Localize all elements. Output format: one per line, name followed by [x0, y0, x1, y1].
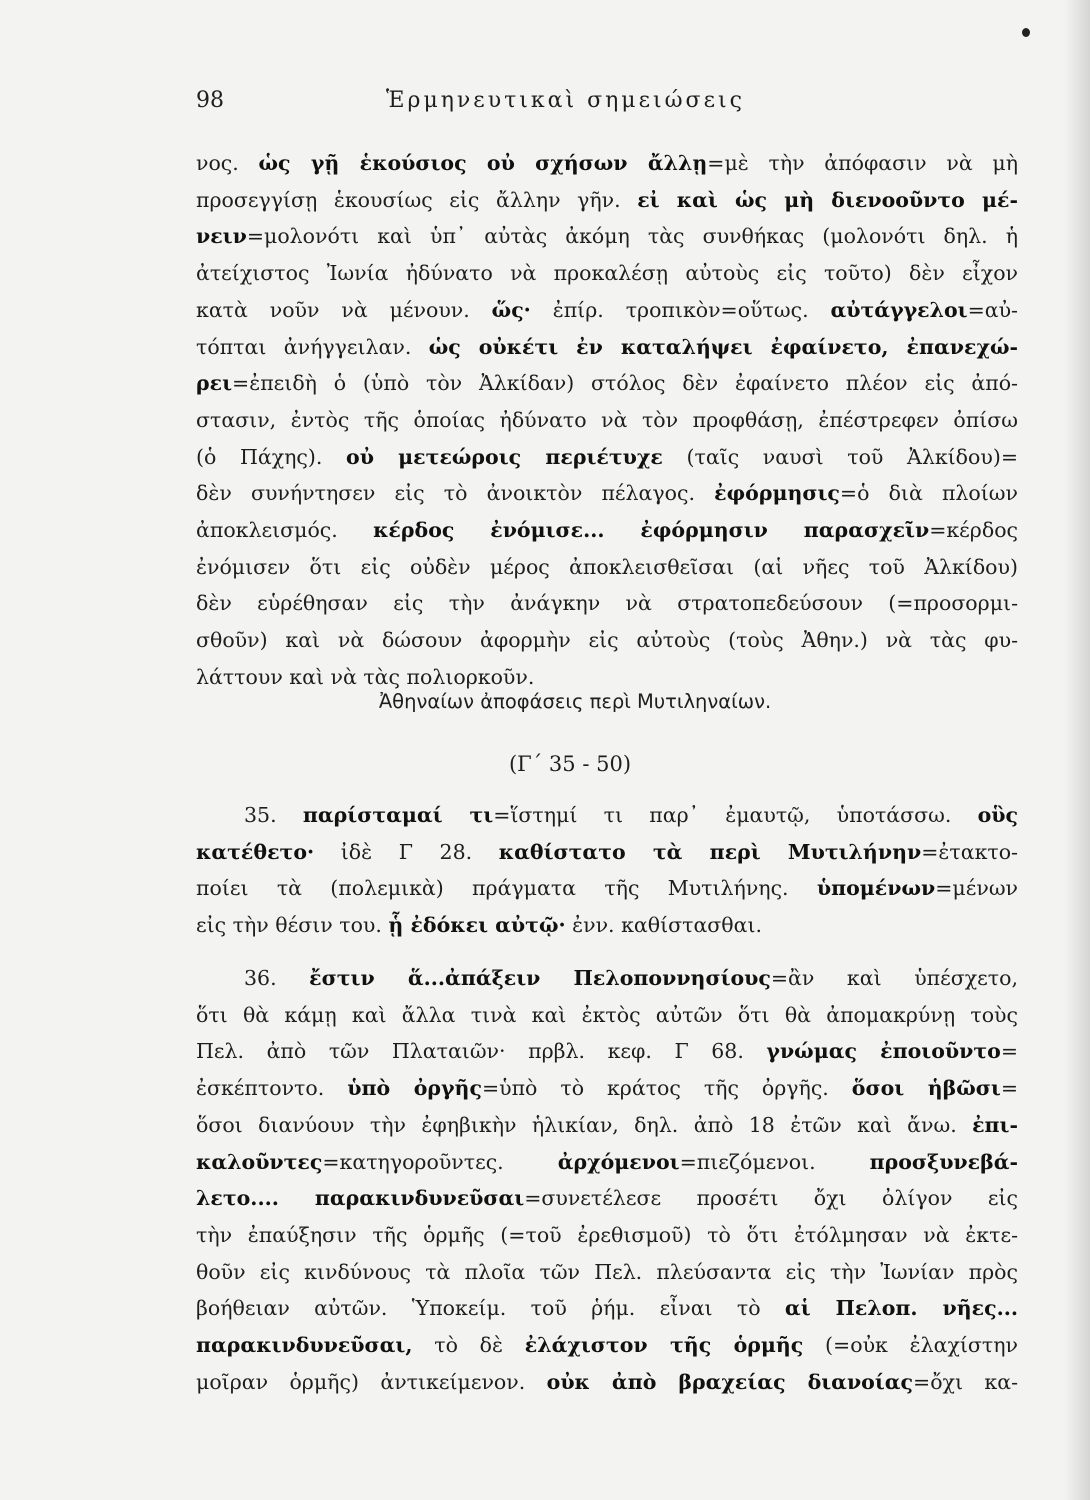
gloss-text: =μένων — [935, 876, 1018, 901]
gloss-text: =ἵστημί τι παρ᾽ ἐμαυτῷ, ὑποτάσσω. — [493, 803, 978, 827]
gloss-text: νος. — [196, 151, 259, 175]
gloss-text: =αὐ- — [967, 297, 1018, 322]
lemma: οὐκ ἀπὸ βραχείας διανοίας — [546, 1369, 914, 1394]
text-line — [196, 1327, 1018, 1363]
lemma: αἱ Πελοπ. νῆες... — [784, 1296, 1018, 1321]
lemma: ὥς· — [491, 297, 531, 322]
text-line — [196, 997, 1018, 1033]
gloss-text: =μολονότι καὶ ὑπ᾽ αὐτὰς ἀκόμη τὰς συνθήκας (μολονότι δηλ. ἡ — [246, 224, 1018, 249]
lemma: λετο.... παρακινδυνεῦσαι — [196, 1186, 525, 1211]
text-line — [196, 475, 1018, 511]
gloss-text: κατὰ νοῦν νὰ μένουν. — [196, 297, 492, 322]
lemma: ἀρχόμενοι — [557, 1149, 680, 1174]
lemma: καθίστατο τὰ περὶ Μυτιλήνην — [498, 839, 922, 864]
page-header — [196, 88, 1016, 124]
text-line — [196, 292, 1018, 328]
gloss-text: δὲν συνήντησεν εἰς τὸ ἀνοικτὸν πέλαγος. — [196, 481, 715, 506]
gloss-text: =ὁ διὰ πλοίων — [839, 481, 1018, 506]
gloss-text: =πιεζόμενοι. — [679, 1149, 870, 1174]
lemma: κέρδος ἐνόμισε... ἐφόρμησιν παρασχεῖν — [373, 518, 930, 542]
text-line — [196, 402, 1018, 438]
text-line — [196, 549, 1018, 585]
gloss-text: =ἐτακτο- — [921, 839, 1018, 864]
text-line — [196, 834, 1018, 870]
lemma: καλοῦντες — [196, 1149, 323, 1174]
gloss-text: τόπται ἀνήγγειλαν. — [196, 334, 429, 359]
gloss-text: ὅτι θὰ κάμῃ καὶ ἄλλα τινὰ καὶ ἐκτὸς αὐτῶν ὅτι θὰ ἀπομακρύνῃ τοὺς — [196, 1002, 1018, 1027]
gloss-text: ἰδὲ Γ 28. — [314, 839, 499, 864]
lemma: ὅσοι ἡβῶσι — [851, 1076, 1001, 1101]
gloss-text: =ἂν καὶ ὑπέσχετο, — [770, 966, 1018, 990]
lemma: οὓς — [977, 803, 1018, 827]
gloss-text: στασιν, ἐντὸς τῆς ὁποίας ἠδύνατο νὰ τὸν προφθάσῃ, ἐπέστρεφεν ὀπίσω — [196, 407, 1018, 432]
gloss-text: προσεγγίσῃ ἑκουσίως εἰς ἄλλην γῆν. — [196, 187, 638, 212]
lemma: ἐπι- — [972, 1112, 1018, 1137]
lemma: ἐφόρμησις — [714, 481, 840, 506]
text-line — [196, 439, 1018, 475]
gloss-text: θοῦν εἰς κινδύνους τὰ πλοῖα τῶν Πελ. πλεύσαντα εἰς τὴν Ἰωνίαν πρὸς — [196, 1259, 1018, 1284]
text-line — [196, 1033, 1018, 1069]
gloss-text: ἐνόμισεν ὅτι εἰς οὐδὲν μέρος ἀποκλεισθεῖσαι (αἱ νῆες τοῦ Ἀλκίδου) — [196, 554, 1018, 579]
gloss-text: τὴν ἐπαύξησιν τῆς ὁρμῆς (=τοῦ ἐρεθισμοῦ) τὸ ὅτι ἐτόλμησαν νὰ ἐκτε- — [196, 1222, 1018, 1247]
text-line — [196, 1070, 1018, 1106]
gloss-text: 35. — [244, 803, 303, 827]
text-line — [196, 512, 1018, 548]
text-line — [196, 1217, 1018, 1253]
text-line — [196, 1180, 1018, 1216]
text-line — [196, 329, 1018, 365]
lemma: ἔστιν ἅ...ἀπάξειν Πελοποννησίους — [309, 966, 771, 990]
running-title: Ἑρμηνευτικαὶ σημειώσεις — [386, 88, 745, 113]
lemma: εἰ καὶ ὡς μὴ διενοοῦντο μέ- — [637, 187, 1018, 212]
lemma: αὐτάγγελοι — [830, 297, 968, 322]
gloss-text: (ταῖς ναυσὶ τοῦ Ἀλκίδου)= — [662, 444, 1018, 469]
gloss-text: = — [1000, 1076, 1019, 1101]
ink-spot — [1022, 28, 1030, 37]
text-line — [196, 1254, 1018, 1290]
text-line — [196, 145, 1018, 181]
gloss-text: μοῖραν ὁρμῆς) ἀντικείμενον. — [196, 1369, 547, 1394]
text-line — [196, 255, 1018, 291]
lemma: ὑπομένων — [816, 876, 936, 901]
lemma: ὑπὸ ὀργῆς — [347, 1076, 482, 1101]
text-line — [196, 182, 1018, 218]
lemma: προσξυνεβά- — [869, 1149, 1018, 1174]
gloss-text: δὲν εὑρέθησαν εἰς τὴν ἀνάγκην νὰ στρατοπεδεύσουν (=προσορμι- — [196, 591, 1018, 616]
text-line — [196, 1107, 1018, 1143]
lemma: οὐ μετεώροις περιέτυχε — [346, 444, 663, 469]
gloss-text: ἐσκέπτοντο. — [196, 1076, 348, 1101]
gloss-text: 36. — [244, 966, 310, 990]
page-number: 98 — [196, 88, 224, 113]
chapter-reference: (Γ´ 35 - 50) — [508, 752, 632, 776]
gloss-text: =κατηγοροῦντες. — [322, 1149, 558, 1174]
text-line — [244, 797, 1018, 833]
gloss-text: =ὑπὸ τὸ κράτος τῆς ὀργῆς. — [481, 1076, 852, 1101]
text-line — [196, 907, 762, 943]
gloss-text: =ὄχι κα- — [913, 1369, 1018, 1394]
gloss-text: (ὁ Πάχης). — [196, 444, 347, 469]
text-line — [196, 1290, 1018, 1326]
text-line — [196, 218, 1018, 254]
text-line — [196, 622, 1018, 658]
gloss-text: (=οὐκ ἐλαχίστην — [803, 1333, 1018, 1357]
lemma: ᾗ ἐδόκει αὐτῷ· — [388, 913, 566, 938]
text-line — [196, 870, 1018, 906]
gloss-text: βοήθειαν αὐτῶν. Ὑποκείμ. τοῦ ῥήμ. εἶναι τὸ — [196, 1296, 785, 1321]
gloss-text: σθοῦν) καὶ νὰ δώσουν ἀφορμὴν εἰς αὐτοὺς (τοὺς Ἀθην.) νὰ τὰς φυ- — [196, 628, 1018, 653]
gloss-text: =μὲ τὴν ἀπόφασιν νὰ μὴ — [707, 151, 1018, 175]
lemma: παρίσταμαί τι — [302, 803, 494, 827]
lemma: κατέθετο· — [196, 839, 315, 864]
gloss-text: ἀποκλεισμός. — [196, 518, 374, 542]
gloss-text: Πελ. ἀπὸ τῶν Πλαταιῶν· πρβλ. κεφ. Γ 68. — [196, 1039, 767, 1064]
lemma: νειν — [196, 224, 247, 249]
gloss-text: =συνετέλεσε προσέτι ὄχι ὀλίγον εἰς — [524, 1186, 1018, 1211]
text-line — [196, 1364, 1018, 1400]
gloss-text: ποίει τὰ (πολεμικὰ) πράγματα τῆς Μυτιλήνης. — [196, 876, 817, 901]
gloss-text: εἰς τὴν θέσιν του. — [196, 913, 389, 938]
gloss-text: ἀτείχιστος Ἰωνία ἠδύνατο νὰ προκαλέσῃ αὐτοὺς εἰς τοῦτο) δὲν εἶχον — [196, 261, 1018, 286]
lemma: ρει — [196, 371, 233, 396]
gloss-text: = — [1000, 1039, 1018, 1064]
gloss-text: τὸ δὲ — [412, 1333, 525, 1357]
gloss-text: =κέρδος — [929, 518, 1019, 542]
lemma: παρακινδυνεῦσαι, — [196, 1333, 413, 1357]
gloss-text: ἐπίρ. τροπικὸν=οὕτως. — [530, 297, 831, 322]
text-line — [196, 365, 1018, 401]
text-line — [196, 585, 1018, 621]
lemma: γνώμας ἐποιοῦντο — [766, 1039, 1001, 1064]
text-line — [196, 1144, 1018, 1180]
section-title: Ἀθηναίων ἀποφάσεις περὶ Μυτιληναίων. — [378, 690, 772, 713]
gloss-text: λάττουν καὶ νὰ τὰς πολιορκοῦν. — [196, 664, 535, 689]
lemma: ὡς γῇ ἑκούσιος οὐ σχήσων ἄλλῃ — [258, 151, 708, 175]
page-edge-shadow — [1064, 0, 1090, 1500]
gloss-text: ἐνν. καθίστασθαι. — [565, 913, 763, 938]
gloss-text: =ἐπειδὴ ὁ (ὑπὸ τὸν Ἀλκίδαν) στόλος δὲν ἐφαίνετο πλέον εἰς ἀπό- — [232, 371, 1018, 396]
lemma: ἐλάχιστον τῆς ὁρμῆς — [524, 1333, 804, 1357]
lemma: ὡς οὐκέτι ἐν καταλήψει ἐφαίνετο, ἐπανεχώ- — [428, 334, 1018, 359]
gloss-text: ὅσοι διανύουν τὴν ἐφηβικὴν ἡλικίαν, δηλ. ἀπὸ 18 ἐτῶν καὶ ἄνω. — [196, 1112, 973, 1137]
text-line — [244, 960, 1018, 996]
